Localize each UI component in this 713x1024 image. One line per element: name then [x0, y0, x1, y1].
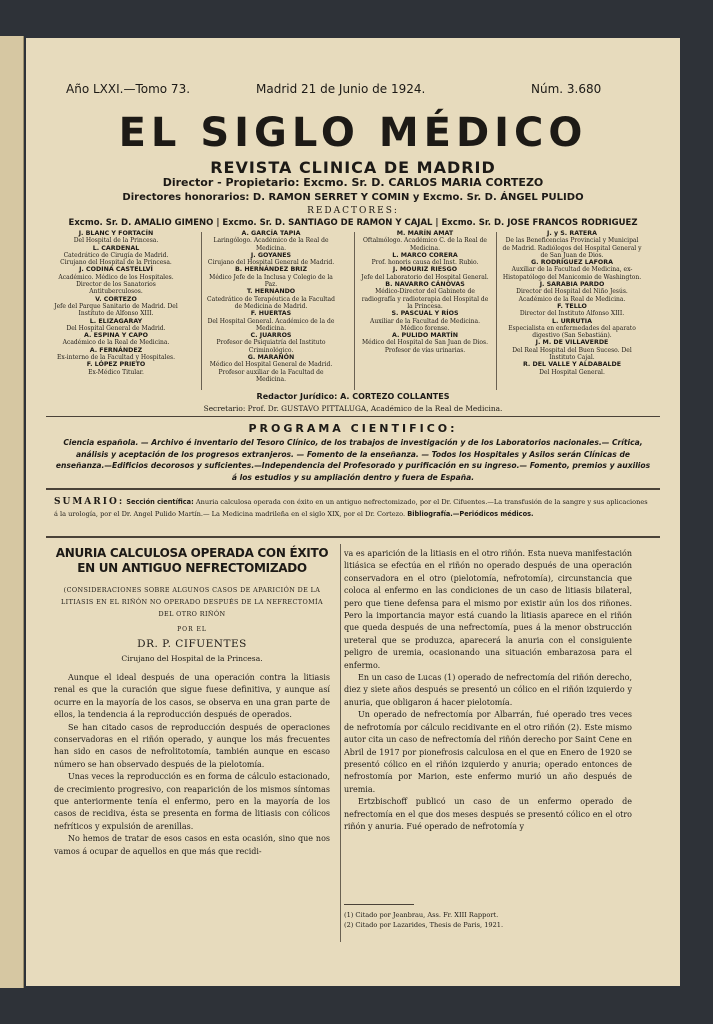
sumario	[54, 497, 652, 520]
programa-text: Ciencia española. — Archivo é inventario del Tesoro Clínico, de los trabajos de investigación y de los Laboratorios nacionales.— Crítica, análisis y aceptación de los progresos extranjeros. — Fomento de la enseñanza. — Todos los Hospitales y Asilos serán Clínicas de enseñanza.—Edificios decorosos y suficientes.—Independencia del Profesorado y purificación en su ingreso.— Fomento, premios y auxilios á los estudios y su ampliación dentro y fuera de España.	[55, 438, 651, 482]
article-paragraph: Unas veces la reproducción es en forma de cálculo estacionado, de crecimiento progresivo, con reaparición de los mismos síntomas que anteriormente tenía el enfermo, pero en la mayoría de los casos de recidiva, ésta se presenta en forma de litiasis con cólicos nefríticos y expulsión de arenillas.	[54, 772, 330, 831]
redactor-entry: J. SARABIA PARDO Director del Hospital del Niño Jesús. Académico de la Real de Medicina.	[516, 281, 628, 303]
divider-rule	[46, 488, 660, 490]
redactor-entry: V. CORTEZO Jefe del Parque Sanitario de Madrid. Del Instituto de Alfonso XIII.	[54, 295, 178, 318]
redactor-juridico: Redactor Jurídico: A. CORTEZO COLLANTES	[256, 392, 450, 401]
article-paragraph: Ertzbischoff publicó un caso de un enfermo operado de nefrectomía en el que dos meses después se presentó cólico en el otro riñón y anuria. Fué operado de nefrotomía y	[344, 797, 632, 831]
redactor-entry: J. GOYANES Cirujano del Hospital General de Madrid.	[207, 251, 335, 267]
redactor-entry: G. RODRÍGUEZ LAFORA Auxiliar de la Facultad de Medicina, ex-Histopatólogo del Manicomio de Washington.	[502, 259, 642, 281]
issue-number: Núm. 3.680	[531, 82, 602, 96]
footnotes	[344, 910, 632, 930]
article-title: ANURIA CALCULOSA OPERADA CON ÉXITO EN UN ANTIGUO NEFRECTOMIZADO	[55, 546, 329, 575]
redactor-entry: L. CARDENAL Catedrático de Cirugía de Madrid. Cirujano del Hospital de la Princesa.	[60, 244, 172, 267]
redactor-entry: B. HERNÁNDEZ BRIZ Médico Jefe de la Inclusa y Colegio de la Paz.	[209, 266, 333, 289]
redactor-entry: J. BLANC Y FORTACÍN Del Hospital de la Princesa.	[73, 230, 159, 245]
article-paragraph: Aunque el ideal después de una operación contra la litiasis renal es que la curación que sigue fuese definitiva, y aunque así ocurre en la mayoría de los casos, se observa en una gran parte de ellos, la tendencia á la reproducción después de operados.	[54, 673, 330, 720]
redactor-entry: B. NAVARRO CÁNOVAS Médico-Director del Gabinete de radiografía y radioterapia del Hospital de la Princesa.	[361, 281, 489, 310]
sumario-section: Sección científica:	[126, 498, 194, 506]
footnote-rule	[344, 904, 414, 905]
redactor-entry: J. y S. RATERA De las Beneficencias Provincial y Municipal de Madrid. Radiólogos del Hospital General y de San Juan de Dios.	[502, 230, 642, 259]
footnote: (1) Citado por Jeanbrau, Ass. Fr. XIII Rapport.	[344, 911, 499, 919]
issue-date: Madrid 21 de Junio de 1924.	[256, 82, 426, 96]
article-column-left	[54, 672, 330, 858]
divider-rule	[46, 536, 660, 538]
redactor-entry: C. JUARROS Profesor de Psiquiatría del Instituto Criminológico.	[216, 332, 326, 354]
redactor-entry: J. CODINA CASTELLVÍ Académico. Médico de los Hospitales. Director de los Sanatorios Antituberculosos.	[58, 266, 174, 296]
honorary-directors: Directores honorarios: D. RAMON SERRET Y COMIN y Excmo. Sr. D. ÁNGEL PULIDO	[122, 192, 584, 203]
redactores-column-3	[360, 230, 490, 354]
programa-heading: PROGRAMA CIENTIFICO:	[248, 422, 458, 435]
redactor-entry: A. ESPINA Y CAPO Académico de la Real de Medicina.	[62, 332, 170, 347]
newspaper-page	[26, 38, 680, 986]
redactor-entry: A. FERNÁNDEZ Ex-interno de la Facultad y Hospitales.	[56, 346, 176, 362]
facing-page-edge	[0, 36, 24, 988]
divider-rule	[46, 416, 660, 417]
redactores-column-4	[502, 230, 642, 376]
redactor-entry: A. PULIDO MARTÍN Médico del Hospital de San Juan de Dios. Profesor de vías urinarias.	[361, 332, 489, 354]
redactor-entry: A. GARCÍA TAPIA Laringólogo. Académico de la Real de Medicina.	[213, 230, 329, 252]
article-paragraph: Un operado de nefrectomía por Albarrán, fué operado tres veces de nefrotomía por cálculo recidivante en el otro riñón (2). Este mismo autor cita un caso de nefrectomía del riñón derecho por Saint Cene en Abril de 1917 por pionefrosis calculosa en el que en Enero de 1920 se presentó cólico en el riñón izquierdo y anuria; operado entonces de nefrostomía por Marion, este enfermo murió un año después de uremia.	[344, 710, 632, 794]
footnote: (2) Citado por Lazarides, Thesis de Paris, 1921.	[344, 921, 504, 929]
year-tome: Año LXXI.—Tomo 73.	[66, 82, 191, 96]
redactor-entry: J. MOURIZ RIESGO Jefe del Laboratorio del Hospital General.	[361, 266, 489, 281]
article-author: DR. P. CIFUENTES	[137, 638, 247, 650]
director-line: Director - Propietario: Excmo. Sr. D. CARLOS MARIA CORTEZO	[162, 176, 544, 189]
redactores-principal: Excmo. Sr. D. AMALIO GIMENO | Excmo. Sr. D. SANTIAGO DE RAMON Y CAJAL | Excmo. Sr. D. JOSE FRANCOS RODRIGUEZ	[68, 218, 638, 228]
redactor-entry: J. M. DE VILLAVERDE Del Real Hospital del Buen Suceso. Del Instituto Cajal.	[512, 339, 632, 362]
article-por: POR EL	[177, 626, 207, 633]
redactor-entry: R. DEL VALLE Y ALDABALDE Del Hospital General.	[522, 361, 622, 376]
sumario-text: Anuria calculosa operada con éxito en un antiguo nefrectomizado, por el Dr. Cifuentes.—La transfusión de la sangre y sus aplicaciones á la urología, por el Dr. Angel Pulido Martín.— La Medicina madrileña en el siglo XIX, por el Dr. Cortezo.	[54, 498, 648, 518]
redactor-entry: M. MARÍN AMAT Oftalmólogo. Académico C. de la Real de Medicina.	[363, 230, 487, 252]
masthead-subtitle: REVISTA CLINICA DE MADRID	[210, 158, 496, 177]
redactor-entry: F. LÓPEZ PRIETO Ex-Médico Titular.	[86, 361, 146, 376]
redactor-entry: F. HUERTAS Del Hospital General. Académico de la de Medicina.	[207, 310, 335, 332]
redactores-heading: REDACTORES:	[307, 206, 399, 216]
column-divider	[354, 232, 355, 390]
redactor-entry: G. MARAÑÓN Médico del Hospital General de Madrid. Profesor auxiliar de la Facultad de Medicina.	[209, 354, 333, 383]
redactor-entry: L. URRUTIA Especialista en enfermedades del aparato digestivo (San Sebastián).	[508, 317, 636, 340]
redactores-column-1	[51, 230, 181, 376]
column-divider	[496, 232, 497, 390]
redactor-entry: L. MARCO CORERA Prof. honoris causa del Inst. Rubio.	[371, 251, 479, 267]
column-divider	[340, 544, 341, 942]
article-column-right	[344, 548, 632, 833]
sumario-label: SUMARIO:	[54, 497, 125, 507]
redactor-entry: T. HERNANDO Catedrático de Terapéutica de la Facultad de Medicina de Madrid.	[207, 288, 335, 310]
article-paragraph: En un caso de Lucas (1) operado de nefrectomía del riñón derecho, diez y siete años después se presentó un cólico en el riñón izquierdo y anuria, que obligaron á hacer pielotomía.	[344, 673, 632, 707]
column-divider	[201, 232, 202, 390]
redactores-column-2	[206, 230, 336, 383]
redactor-entry: F. TELLO Director del Instituto Alfonso XIII.	[519, 302, 625, 318]
redactor-entry: L. ELIZAGARAY Del Hospital General de Madrid.	[66, 317, 166, 332]
redactor-entry: S. PASCUAL Y RÍOS Auxiliar de la Facultad de Medicina. Médico forense.	[370, 310, 480, 332]
author-affiliation: Cirujano del Hospital de la Princesa.	[121, 654, 263, 663]
article-paragraph: Se han citado casos de reproducción después de operaciones conservadoras en el riñón operado, y aunque los más frecuentes han sido en casos de nefrolitotomía, también aunque en escaso número se han observado después de la pielotomía.	[54, 722, 330, 769]
secretario-line: Secretario: Prof. Dr. GUSTAVO PITTALUGA, Académico de la Real de Medicina.	[203, 404, 503, 413]
masthead-title: EL SIGLO MÉDICO	[118, 110, 588, 156]
sumario-section-2: Bibliografía.—Periódicos médicos.	[407, 509, 534, 518]
article-paragraph: No hemos de tratar de esos casos en esta ocasión, sino que nos vamos á ocupar de aquellos en que más que recidi-	[54, 834, 330, 856]
article-description: (CONSIDERACIONES SOBRE ALGUNOS CASOS DE APARICIÓN DE LA LITIASIS EN EL RIÑÓN NO OPERADO DESPUÉS DE LA NEFRECTOMÍA DEL OTRO RIÑÓN	[61, 586, 323, 618]
article-paragraph: va es aparición de la litiasis en el otro riñón. Esta nueva manifestación litiásica se efectúa en el riñón no operado después de una operación conservadora en el otro (pielotomía, nefrotomía), circunstancia que coloca al enfermo en las condiciones de un caso de litiasis bilateral, pero que tiene defensa para el mismo por existir aún los dos riñones. Pero la importancia mayor está cuando la litiasis aparece en el riñón que queda después de una nefrectomía, pues á la menor obstrucción ureteral que se produzca, aparecerá la anuria con el consiguiente peligro de uremia, ocasionando una situación embarazosa para el enfermo.	[344, 549, 632, 670]
